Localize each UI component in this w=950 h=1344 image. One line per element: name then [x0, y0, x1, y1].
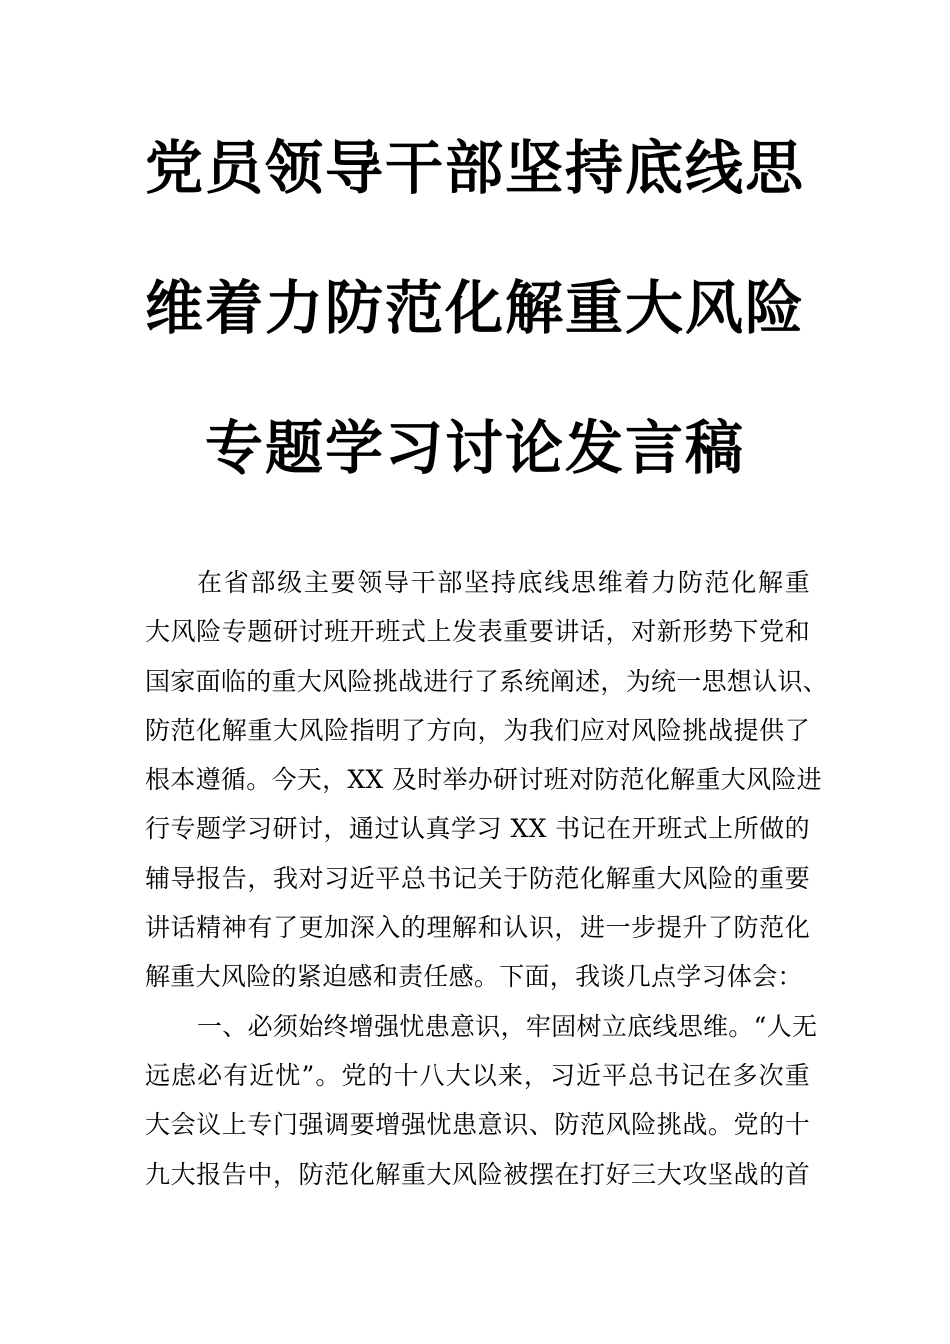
body-line: 根本遵循。今天，XX 及时举办研讨班对防范化解重大风险进 [145, 765, 822, 795]
body-line: 行专题学习研讨，通过认真学习 XX 书记在开班式上所做的 [145, 814, 810, 844]
body-line: 九大报告中，防范化解重大风险被摆在打好三大攻坚战的首 [145, 1159, 810, 1189]
body-line: 辅导报告，我对习近平总书记关于防范化解重大风险的重要 [145, 863, 810, 893]
title-line-3: 专题学习讨论发言稿 [204, 414, 745, 482]
title-line-1: 党员领导干部坚持底线思 [144, 134, 805, 202]
body-line: 防范化解重大风险指明了方向，为我们应对风险挑战提供了 [145, 715, 810, 745]
body-line: 讲话精神有了更加深入的理解和认识，进一步提升了防范化 [145, 913, 810, 943]
title-line-2: 维着力防范化解重大风险 [144, 274, 805, 342]
body-line: 在省部级主要领导干部坚持底线思维着力防范化解重 [197, 568, 810, 597]
body-line: 大风险专题研讨班开班式上发表重要讲话，对新形势下党和 [145, 617, 810, 647]
body-line: 大会议上专门强调要增强忧患意识、防范风险挑战。党的十 [145, 1110, 810, 1140]
document-body [145, 558, 829, 1199]
document-title [0, 118, 950, 538]
body-line: 一、必须始终增强忧患意识，牢固树立底线思维。“人无 [197, 1011, 818, 1041]
body-line: 解重大风险的紧迫感和责任感。下面，我谈几点学习体会： [145, 962, 803, 992]
body-line: 远虑必有近忧”。党的十八大以来，习近平总书记在多次重 [145, 1060, 810, 1090]
body-line: 国家面临的重大风险挑战进行了系统阐述，为统一思想认识、 [145, 666, 829, 696]
